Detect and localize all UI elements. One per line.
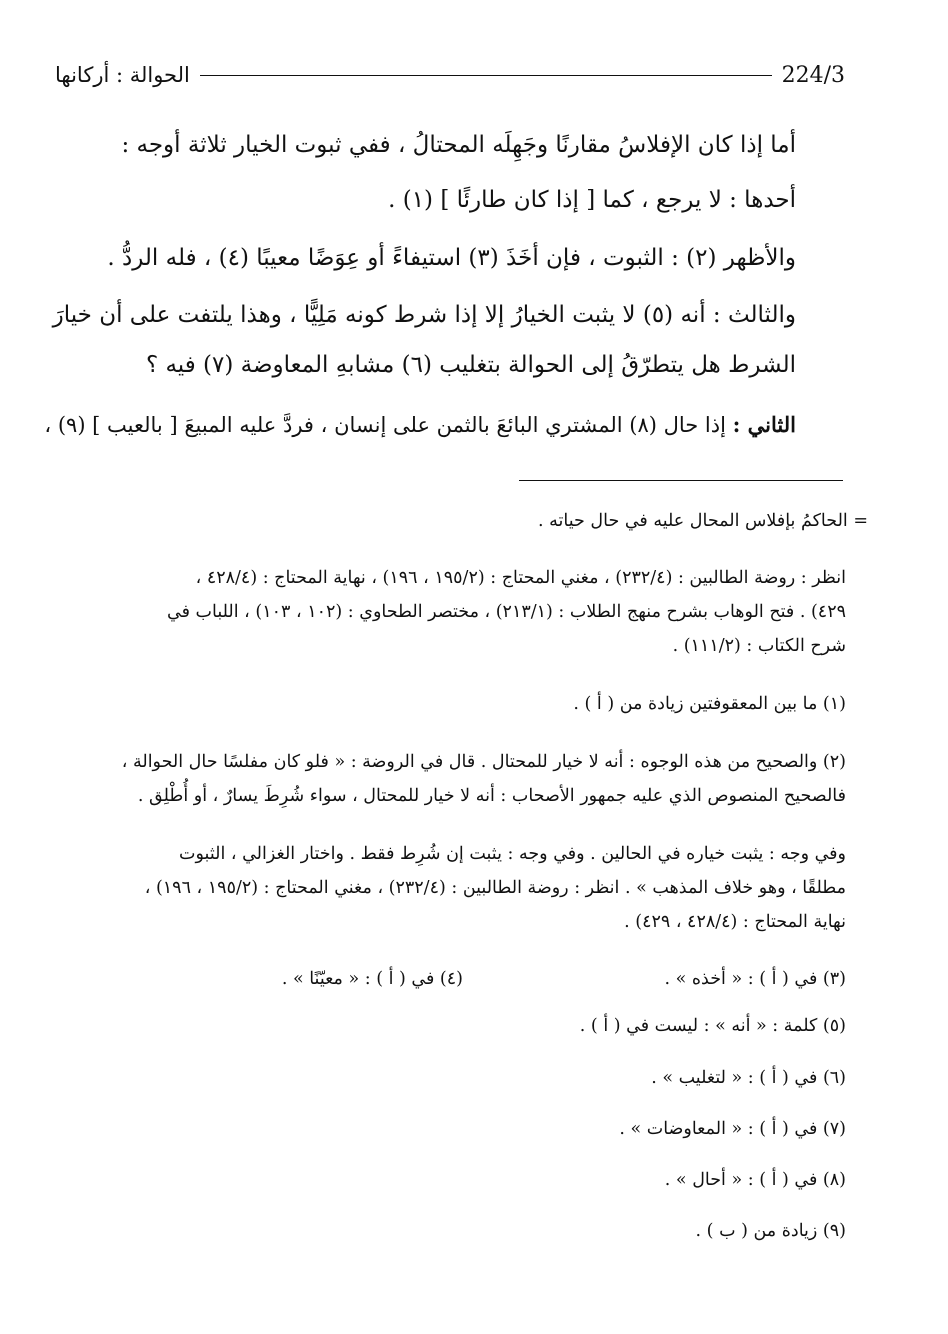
section-label: الثاني : <box>732 412 796 437</box>
footnote-2-line: فالصحيح المنصوص الذي عليه جمهور الأصحاب : أنه لا خيار للمحتال ، سواء شُرِطَ يسارٌ ، أو أُطْلِق . <box>137 786 846 806</box>
footnote-8: (٨) في ( أ ) : « أحال » . <box>664 1170 846 1190</box>
page-number: 224/3 <box>781 62 845 88</box>
body-line-second <box>44 405 796 445</box>
body-line: أحدها : لا يرجع ، كما [ إذا كان طارئًا ] (١) . <box>388 187 796 213</box>
body-line: الشرط هل يتطرّقُ إلى الحوالة بتغليب (٦) مشابهِ المعاوضة (٧) فيه ؟ <box>145 352 796 378</box>
footnote-2-line: (٢) والصحيح من هذه الوجوه : أنه لا خيار للمحتال . قال في الروضة : « فلو كان مفلسًا حال الحوالة ، <box>121 752 846 772</box>
body-line: والثالث : أنه (٥) لا يثبت الخيارُ إلا إذا شرط كونه مَلِيًّا ، وهذا يلتفت على أن خيارَ <box>52 302 796 328</box>
footnote-4: (٤) في ( أ ) : « معيّنًا » . <box>281 969 463 989</box>
footnote-9: (٩) زيادة من ( ب ) . <box>695 1221 846 1241</box>
body-line: أما إذا كان الإفلاسُ مقارنًا وجَهِلَه المحتالُ ، ففي ثبوت الخيار ثلاثة أوجه : <box>121 132 796 158</box>
footnote-2-continuation-line: وفي وجه : يثبت خياره في الحالين . وفي وجه : يثبت إن شُرِط فقط . واختار الغزالي ، الثبوت <box>179 844 846 864</box>
footnote-continuation-line: شرح الكتاب : (١١١/٢) . <box>672 636 846 656</box>
page-header <box>55 55 845 95</box>
header-rule <box>200 75 772 76</box>
footnote-3: (٣) في ( أ ) : « أخذه » . <box>664 969 846 989</box>
footnote-5: (٥) كلمة : « أنه » : ليست في ( أ ) . <box>579 1016 846 1036</box>
footnote-separator <box>519 480 843 481</box>
footnote-continuation-line: ٤٢٩) . فتح الوهاب بشرح منهج الطلاب : (٢١٣/١) ، مختصر الطحاوي : (١٠٢ ، ١٠٣) ، اللباب في <box>167 602 846 622</box>
footnote-2-continuation-line: نهاية المحتاج : (٤٢٨/٤ ، ٤٢٩) . <box>624 912 846 932</box>
footnote-1: (١) ما بين المعقوفتين زيادة من ( أ ) . <box>573 694 846 714</box>
chapter-title: الحوالة : أركانها <box>55 63 190 87</box>
body-line: والأظهر (٢) : الثبوت ، فإن أخَذَ (٣) استيفاءً أو عِوَضًا معيبًا (٤) ، فله الردُّ . <box>107 245 796 271</box>
footnote-continuation-line: انظر : روضة الطالبين : (٢٣٢/٤) ، مغني المحتاج : (١٩٥/٢ ، ١٩٦) ، نهاية المحتاج : (٤٢٨/٤ ، <box>195 568 846 588</box>
section-text: إذا حال (٨) المشتري البائعَ بالثمن على إنسان ، فردَّ عليه المبيعَ [ بالعيب ] (٩) ، <box>44 413 726 437</box>
footnote-continuation-line: = الحاكمُ بإفلاس المحال عليه في حال حياته . <box>538 511 868 531</box>
footnote-6: (٦) في ( أ ) : « لتغليب » . <box>651 1068 846 1088</box>
footnote-7: (٧) في ( أ ) : « المعاوضات » . <box>619 1119 846 1139</box>
footnote-2-continuation-line: مطلقًا ، وهو خلاف المذهب » . انظر : روضة الطالبين : (٢٣٢/٤) ، مغني المحتاج : (١٩٥/٢ ، ١٩٦) ، <box>144 878 846 898</box>
